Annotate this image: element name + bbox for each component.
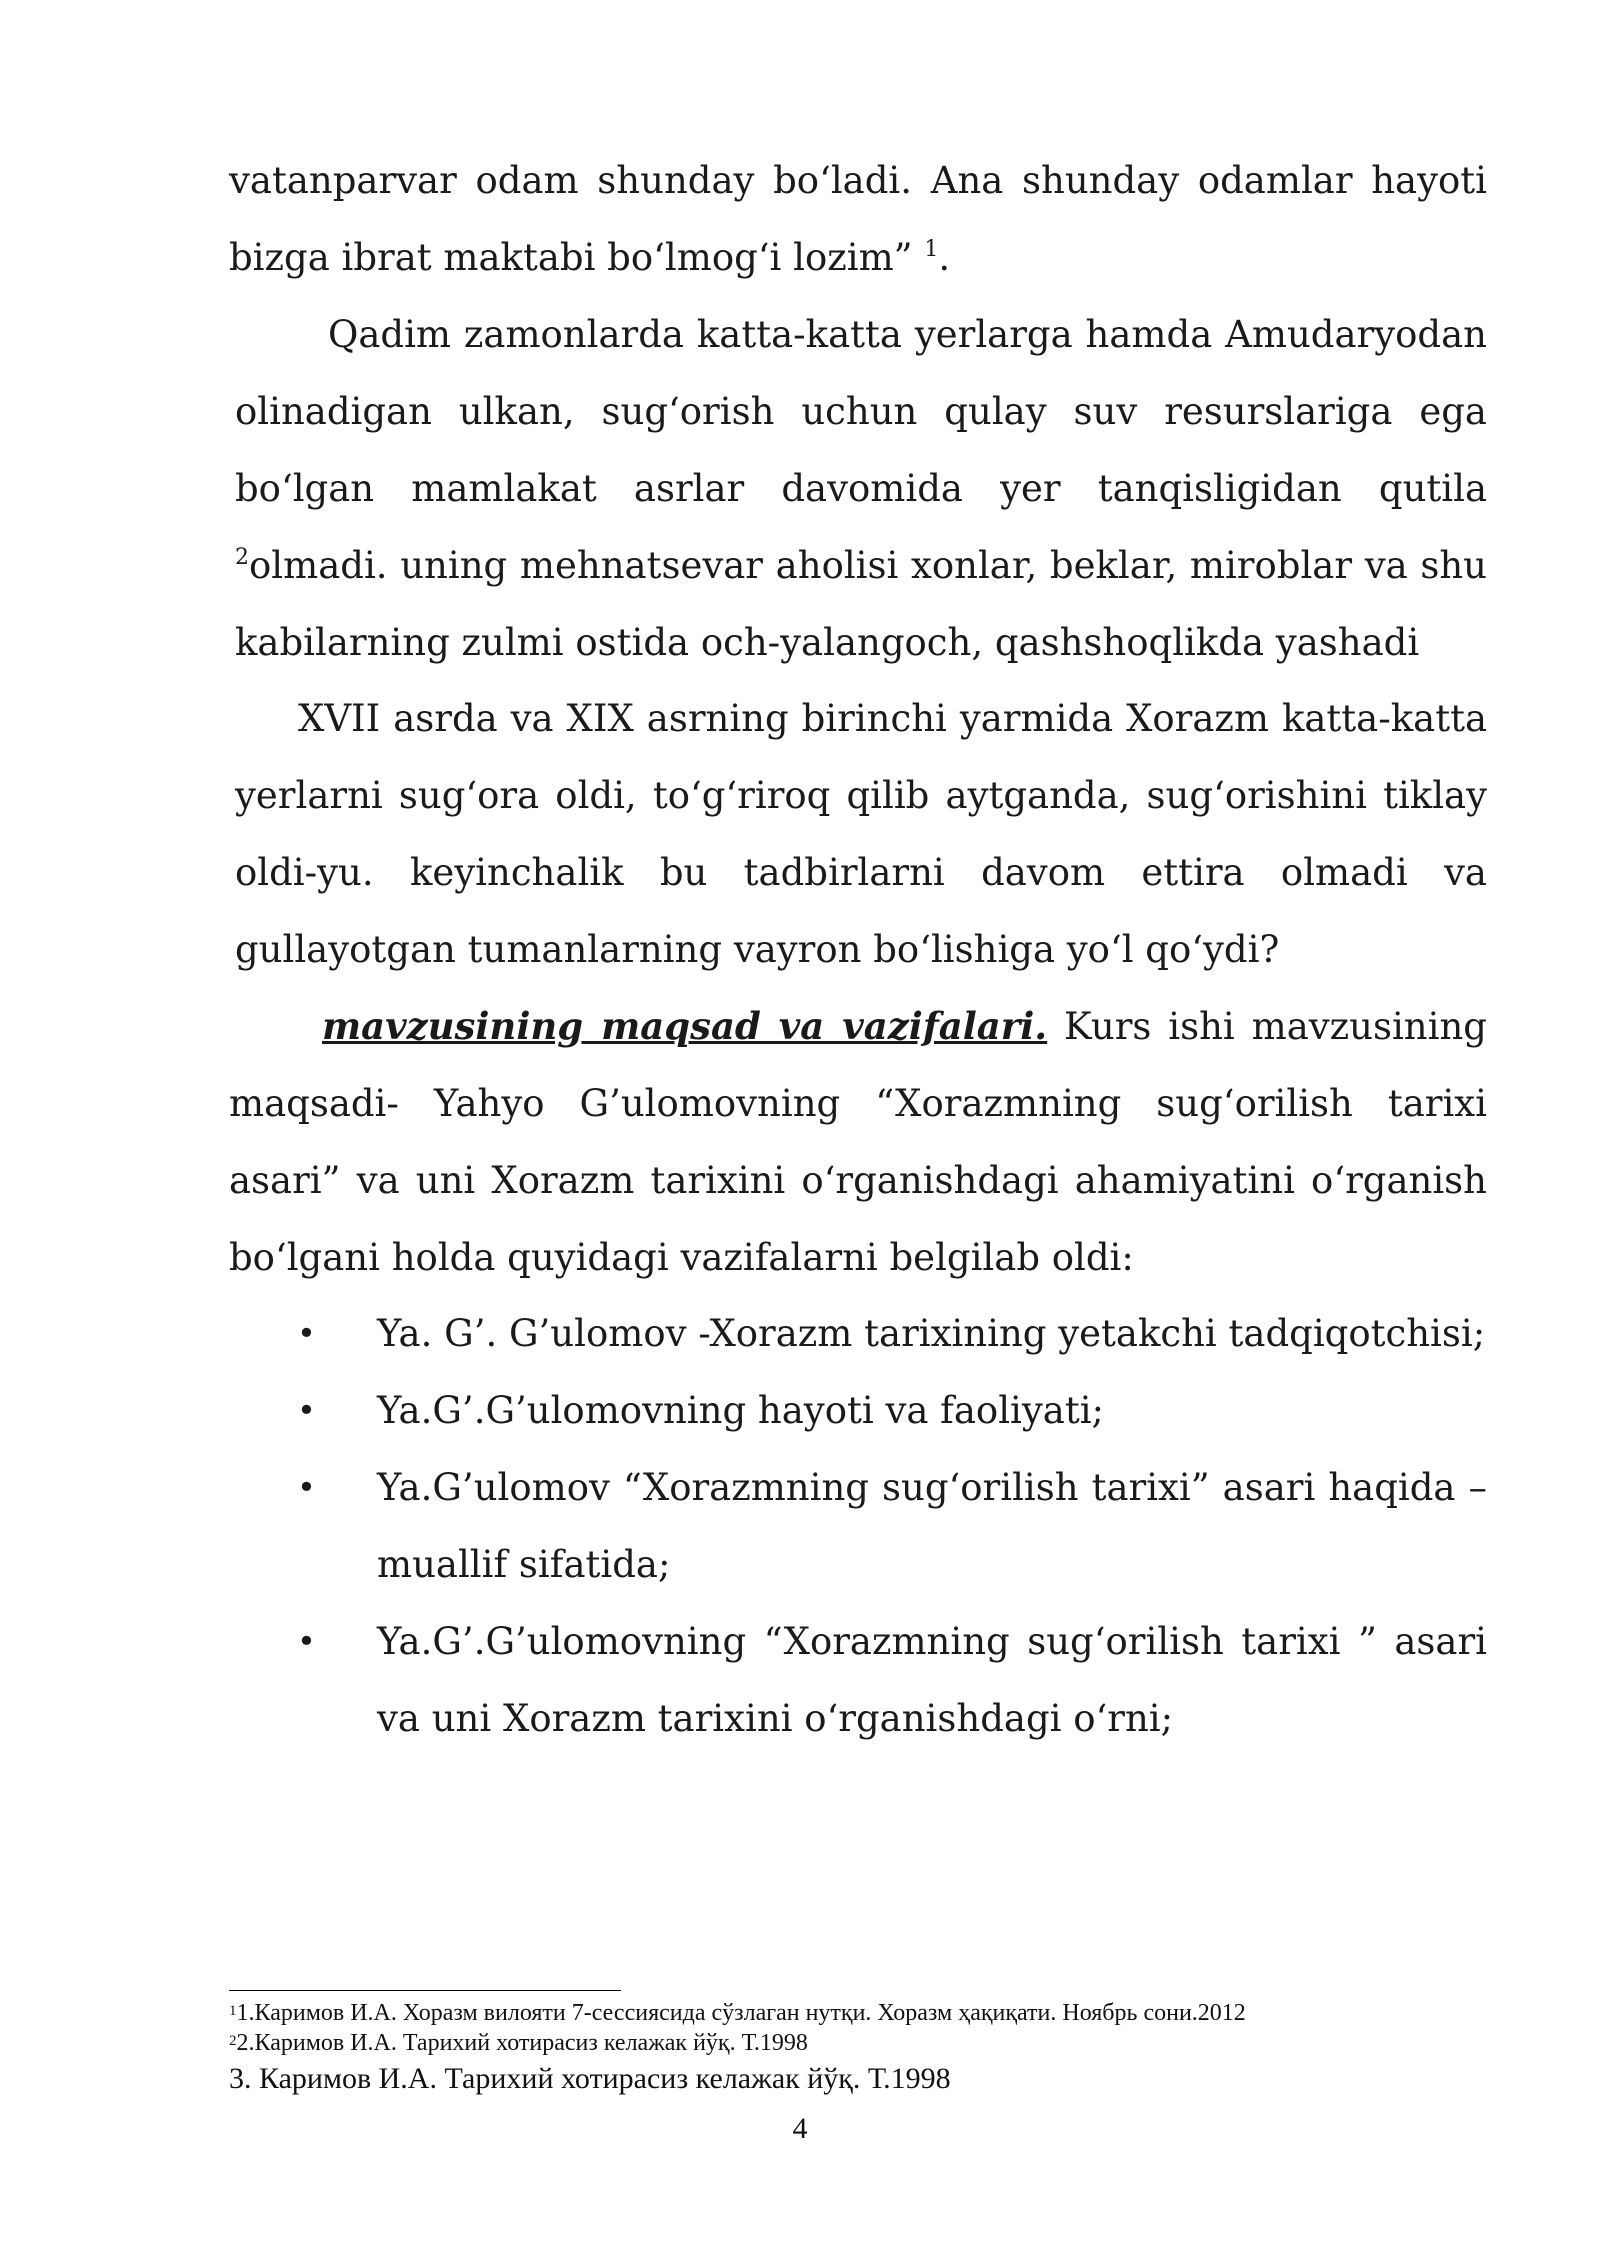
footnote-text: 2.Каримов И.А. Тарихий хотирасиз келажак йўқ. Т.1998: [236, 2030, 808, 2056]
paragraph-continuation: [229, 142, 1487, 296]
footnote-2: [229, 2028, 808, 2058]
footnote-text: 3. Каримов И.А. Тарихий хотирасиз келажак йўқ. Т.1998: [229, 2062, 951, 2095]
paragraph-qadim: [235, 296, 1487, 681]
task-list: [229, 1295, 1487, 1757]
paragraph-text: vatanparvar odam shunday bo‘ladi. Ana shunday odamlar hayoti bizga ibrat maktabi bo‘lmog‘i lozim”: [229, 159, 1487, 279]
list-item: [229, 1295, 1487, 1372]
bullet-icon: •: [297, 1622, 316, 1660]
paragraph-goals: [229, 988, 1487, 1296]
footnote-separator: [229, 1990, 621, 1991]
list-item-text: Ya.G’.G’ulomovning hayoti va faoliyati;: [377, 1389, 1104, 1432]
page-number: 4: [792, 2112, 808, 2145]
list-item-text: Ya. G’. G’ulomov -Xorazm tarixining yetakchi tadqiqotchisi;: [377, 1312, 1486, 1355]
footnote-ref-2[interactable]: 2: [235, 545, 249, 570]
list-item: [229, 1449, 1487, 1603]
paragraph-tail: .: [938, 236, 951, 279]
bullet-icon: •: [297, 1468, 316, 1506]
paragraph-text: Qadim zamonlarda katta-katta yerlarga hamda Amudaryodan olinadigan ulkan, sug‘orish uchun qulay suv resurslariga ega bo‘lgan mamlakat asrlar davomida yer tanqisligidan qutila: [235, 313, 1487, 510]
footnote-text: 1.Каримов И.А. Хоразм вилояти 7-сессиясида сўзлаган нутқи. Хоразм ҳақиқати. Ноябрь сони.2012: [236, 2000, 1246, 2026]
paragraph-text: Kurs ishi mavzusining maqsadi- Yahyo G’ulomovning “Xorazmning sug‘orilish tarixi asari” va uni Xorazm tarixini o‘rganishdagi ahamiyatini o‘rganish bo‘lgani holda quyidagi vazifalarni belgilab oldi:: [229, 1005, 1487, 1279]
bullet-icon: •: [297, 1314, 316, 1352]
paragraph-text-cont: olmadi. uning mehnatsevar aholisi xonlar, beklar, miroblar va shu kabilarning zulmi ostida och-yalangoch, qashshoqlikda yashadi: [235, 544, 1487, 664]
footnote-ref-1[interactable]: 1: [924, 237, 939, 262]
footnote-1: [229, 1998, 1246, 2028]
bullet-icon: •: [297, 1391, 316, 1429]
list-item: [229, 1372, 1487, 1449]
footnote-mark: 1: [229, 2003, 237, 2019]
footnote-3: [229, 2061, 951, 2097]
list-item: [229, 1603, 1487, 1757]
list-item-text: Ya.G’ulomov “Xorazmning sug‘orilish tarixi” asari haqida – muallif sifatida;: [377, 1466, 1487, 1586]
section-heading: mavzusining maqsad va vazifalari.: [322, 1004, 1048, 1048]
list-item-text: Ya.G’.G’ulomovning “Xorazmning sug‘orilish tarixi ” asari va uni Xorazm tarixini o‘rganishdagi o‘rni;: [377, 1620, 1487, 1740]
paragraph-xvii: [235, 680, 1487, 988]
footnote-mark: 2: [229, 2033, 237, 2049]
paragraph-text: XVII asrda va XIX asrning birinchi yarmida Xorazm katta-katta yerlarni sug‘ora oldi, to‘g‘riroq qilib aytganda, sug‘orishini tiklay oldi-yu. keyinchalik bu tadbirlarni davom ettira olmadi va gullayotgan tumanlarning vayron bo‘lishiga yo‘l qo‘ydi?: [235, 697, 1487, 971]
